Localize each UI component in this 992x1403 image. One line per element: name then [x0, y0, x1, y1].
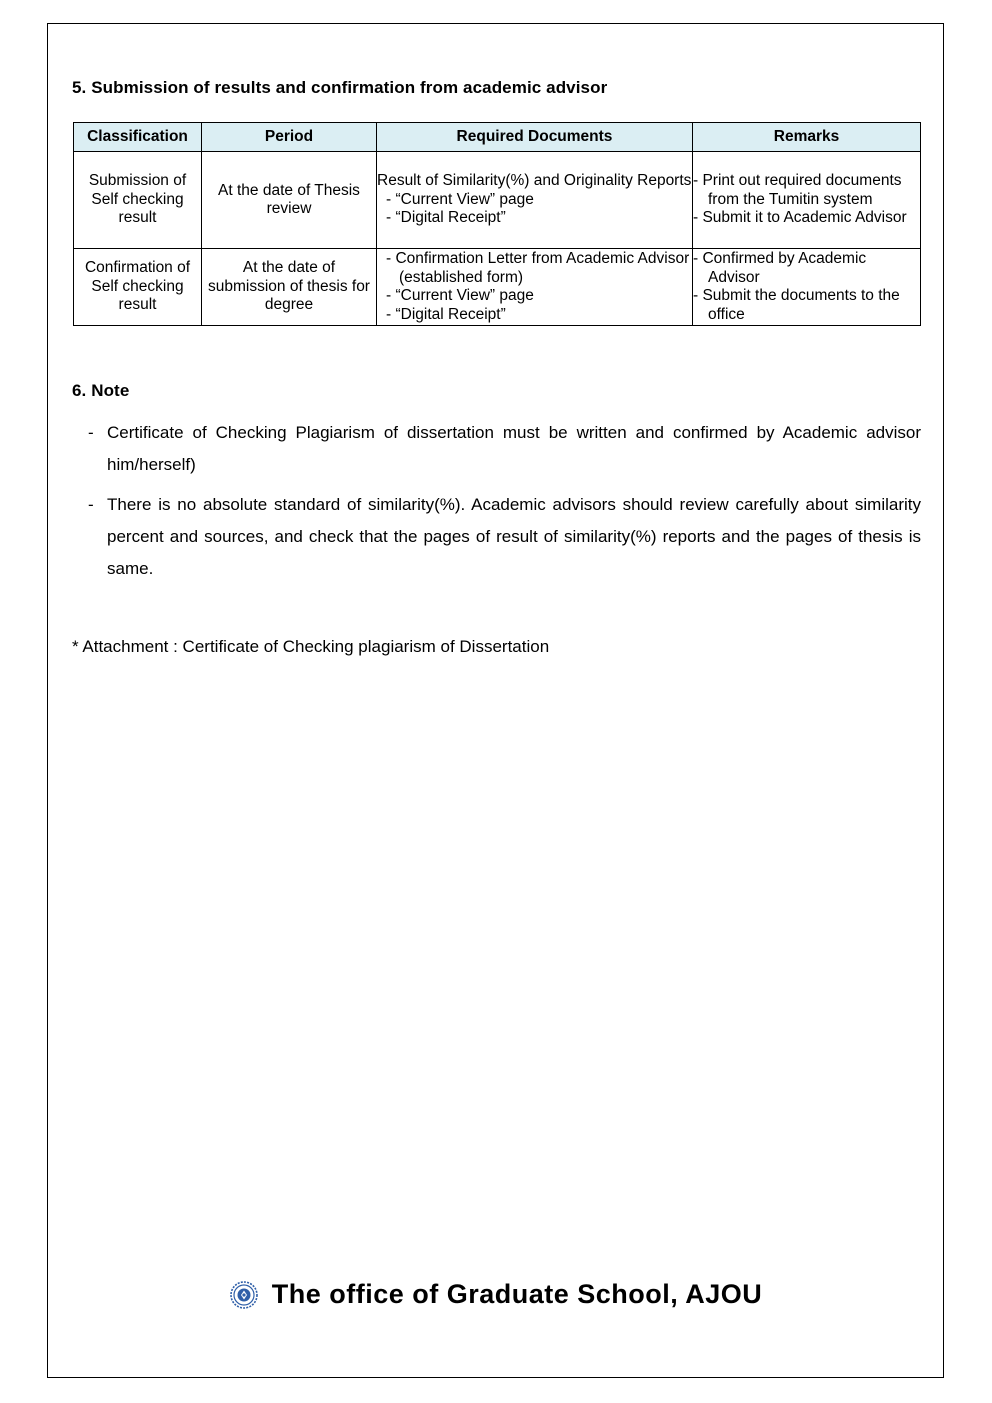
document-item: - Confirmation Letter from Academic Advisor (established form) [386, 250, 690, 286]
university-seal-icon [230, 1281, 258, 1309]
remark-item: - Submit it to Academic Advisor [693, 209, 907, 227]
documents-intro: Result of Similarity(%) and Originality Reports [377, 172, 692, 190]
cell-required-documents [377, 249, 693, 326]
cell-remarks [693, 152, 921, 249]
cell-classification: Submission of Self checking result [74, 152, 202, 249]
cell-period: At the date of submission of thesis for degree [202, 249, 377, 326]
attachment-note: * Attachment : Certificate of Checking plagiarism of Dissertation [72, 637, 550, 656]
notes-list [88, 417, 921, 593]
document-item: - “Digital Receipt” [386, 305, 506, 323]
cell-period: At the date of Thesis review [202, 152, 377, 249]
remark-item: - Confirmed by Academic Advisor [693, 250, 867, 286]
table-row [74, 249, 921, 326]
remark-item: - Print out required documents from the Tumitin system [693, 172, 902, 208]
header-period: Period [202, 123, 377, 152]
document-item: - “Current View” page [386, 190, 534, 208]
cell-classification: Confirmation of Self checking result [74, 249, 202, 326]
cell-remarks [693, 249, 921, 326]
submission-table [73, 122, 921, 326]
header-required-documents: Required Documents [377, 123, 693, 152]
section-6-heading: 6. Note [72, 381, 130, 400]
header-classification: Classification [74, 123, 202, 152]
header-remarks: Remarks [693, 123, 921, 152]
footer [0, 1279, 992, 1310]
cell-required-documents [377, 152, 693, 249]
table-row [74, 152, 921, 249]
document-item: - “Current View” page [386, 287, 534, 304]
remark-item: - Submit the documents to the office [693, 287, 900, 323]
note-item: - Certificate of Checking Plagiarism of dissertation must be written and confirmed by Academic advisor him/herself) [88, 423, 921, 474]
section-5-heading: 5. Submission of results and confirmation from academic advisor [72, 78, 608, 97]
note-item: - There is no absolute standard of similarity(%). Academic advisors should review carefully about similarity percent and sources, and check that the pages of result of similarity(%) reports and the pages of thesis is same. [88, 495, 921, 578]
document-item: - “Digital Receipt” [386, 209, 506, 227]
footer-office-name: The office of Graduate School, AJOU [271, 1279, 763, 1309]
table-header-row [74, 123, 921, 152]
